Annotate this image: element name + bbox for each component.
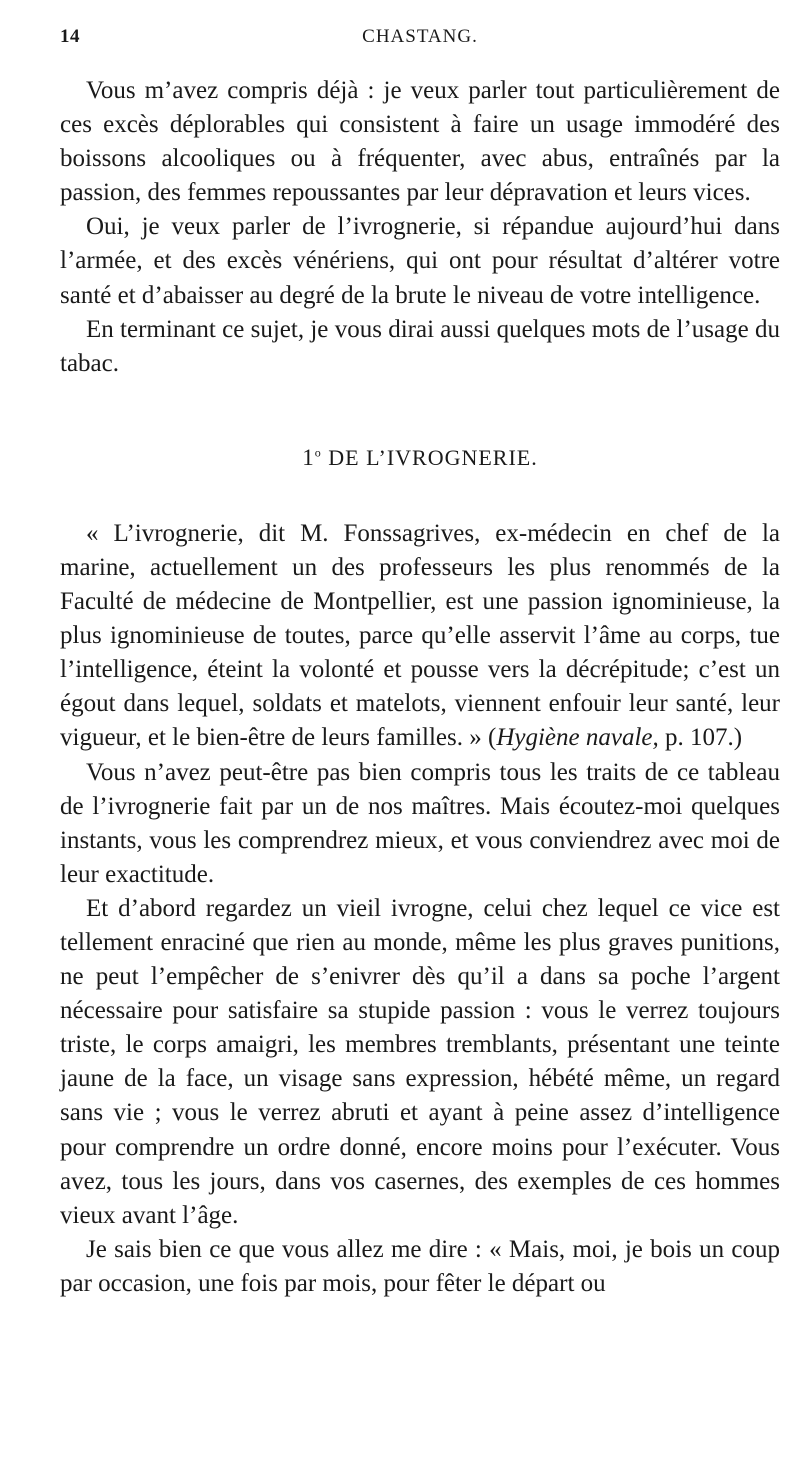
running-title: CHASTANG. <box>362 26 478 47</box>
section-heading <box>60 445 780 471</box>
paragraph-2: Oui, je veux parler de l’ivrognerie, si répandue aujourd’hui dans l’armée, et des excès vénériens, qui ont pour résultat d’altérer votre santé et d’abaisser au degré de la brute le niveau de votre intelligence. <box>60 213 780 309</box>
paragraph-5: Vous n’avez peut-être pas bien compris tous les traits de ce tableau de l’ivrognerie fait par un de nos maîtres. Mais écoutez-moi quelques instants, vous les comprendrez mieux, et vous conviendrez avec moi de leur exactitude. <box>60 758 780 888</box>
book-page <box>60 20 780 1301</box>
section-number-digit: 1 <box>302 444 315 470</box>
section-number <box>302 445 322 470</box>
paragraph-1: Vous m’avez compris déjà : je veux parler tout particulièrement de ces excès déplorables qui consistent à faire un usage immodéré des boissons alcooliques ou à fréquenter, avec abus, entraînés par la passion, des femmes repoussantes par leur dépravation et leurs vices. <box>60 77 780 207</box>
quote-paragraph <box>60 517 780 756</box>
section-title: DE L’IVROGNERIE. <box>328 444 538 470</box>
paragraph-6: Et d’abord regardez un vieil ivrogne, celui chez lequel ce vice est tellement enraciné que rien au monde, même les plus graves punitions, ne peut l’empêcher de s’enivrer dès qu’il a dans sa poche l’argent nécessaire pour satisfaire sa stupide passion : vous le verrez toujours triste, le corps amaigri, les membres tremblants, présentant une teinte jaune de la face, un visage sans expression, hébété même, un regard sans vie ; vous le verrez abruti et ayant à peine assez d’intelligence pour comprendre un ordre donné, encore moins pour l’exécuter. Vous avez, tous les jours, dans vos casernes, des exemples de ces hommes vieux avant l’âge. <box>60 894 780 1229</box>
citation-title: Hygiène navale, <box>496 724 659 752</box>
page-number: 14 <box>60 26 80 47</box>
paragraph-7: Je sais bien ce que vous allez me dire : « Mais, moi, je bois un coup par occasion, une fois par mois, pour fêter le départ ou <box>60 1235 780 1297</box>
paragraph-3: En terminant ce sujet, je vous dirai aussi quelques mots de l’usage du tabac. <box>60 315 780 377</box>
section-number-mark: o <box>314 445 322 460</box>
citation-page: p. 107.) <box>658 724 743 752</box>
quote-text: « L’ivrognerie, dit M. Fonssagrives, ex-médecin en chef de la marine, actuellement un des professeurs les plus renommés de la Faculté de médecine de Montpellier, est une passion ignominieuse, la plus ignominieuse de toutes, parce qu’elle asservit l’âme au corps, tue l’intelligence, éteint la volonté et pousse vers la décrépitude; c’est un égout dans lequel, soldats et matelots, viennent enfouir leur santé, leur vigueur, et le bien-être de leurs familles. » ( <box>60 519 780 752</box>
running-head <box>60 20 780 52</box>
